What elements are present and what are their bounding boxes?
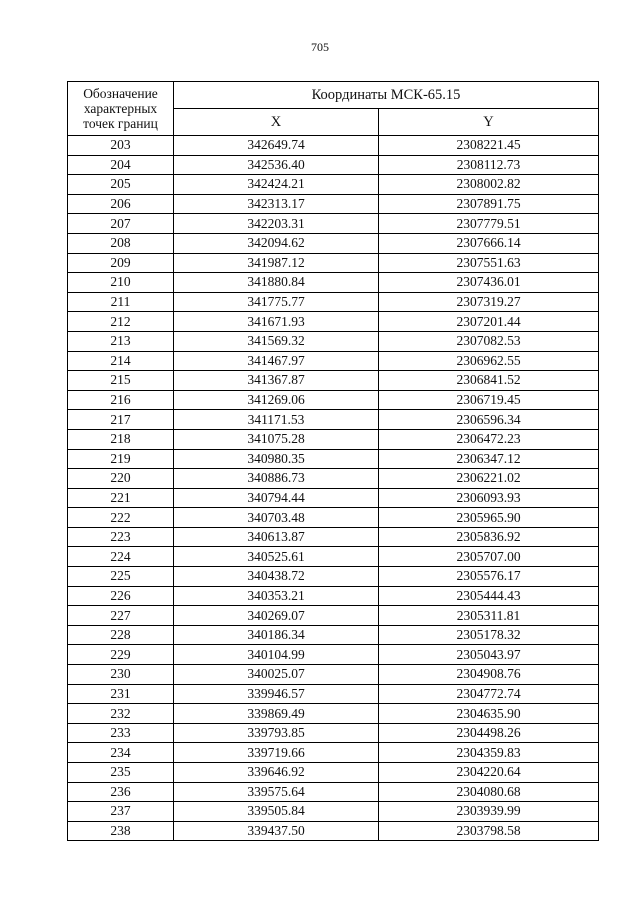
y-cell: 2304220.64: [379, 763, 599, 783]
table-row: [68, 253, 599, 273]
x-cell: 340613.87: [174, 527, 379, 547]
point-cell: 210: [68, 273, 174, 293]
point-cell: 219: [68, 449, 174, 469]
point-cell: 234: [68, 743, 174, 763]
y-cell: 2305707.00: [379, 547, 599, 567]
y-cell: 2306093.93: [379, 488, 599, 508]
y-cell: 2305836.92: [379, 527, 599, 547]
x-cell: 340525.61: [174, 547, 379, 567]
y-cell: 2306472.23: [379, 429, 599, 449]
point-cell: 236: [68, 782, 174, 802]
y-cell: 2304772.74: [379, 684, 599, 704]
x-cell: 342649.74: [174, 136, 379, 156]
y-cell: 2307201.44: [379, 312, 599, 332]
y-cell: 2303798.58: [379, 821, 599, 841]
table-row: [68, 312, 599, 332]
x-cell: 342313.17: [174, 194, 379, 214]
x-cell: 341775.77: [174, 292, 379, 312]
table-row: [68, 371, 599, 391]
table-row: [68, 449, 599, 469]
point-cell: 225: [68, 567, 174, 587]
point-cell: 227: [68, 606, 174, 626]
y-cell: 2305311.81: [379, 606, 599, 626]
point-cell: 218: [68, 429, 174, 449]
x-cell: 341671.93: [174, 312, 379, 332]
y-cell: 2308221.45: [379, 136, 599, 156]
y-cell: 2305043.97: [379, 645, 599, 665]
x-cell: 341075.28: [174, 429, 379, 449]
x-cell: 339575.64: [174, 782, 379, 802]
x-cell: 340186.34: [174, 625, 379, 645]
table-row: [68, 155, 599, 175]
point-cell: 228: [68, 625, 174, 645]
point-cell: 229: [68, 645, 174, 665]
table-body: [68, 136, 599, 841]
table-row: [68, 763, 599, 783]
table-row: [68, 547, 599, 567]
table-row: [68, 782, 599, 802]
table-row: [68, 351, 599, 371]
point-cell: 223: [68, 527, 174, 547]
point-cell: 224: [68, 547, 174, 567]
x-cell: 339437.50: [174, 821, 379, 841]
y-cell: 2306962.55: [379, 351, 599, 371]
table-row: [68, 488, 599, 508]
y-cell: 2305178.32: [379, 625, 599, 645]
x-cell: 340980.35: [174, 449, 379, 469]
table-row: [68, 625, 599, 645]
y-cell: 2307082.53: [379, 331, 599, 351]
x-cell: 340794.44: [174, 488, 379, 508]
x-cell: 342094.62: [174, 233, 379, 253]
point-cell: 214: [68, 351, 174, 371]
table-row: [68, 331, 599, 351]
table-row: [68, 723, 599, 743]
y-cell: 2307779.51: [379, 214, 599, 234]
table-row: [68, 390, 599, 410]
point-cell: 204: [68, 155, 174, 175]
y-cell: 2308112.73: [379, 155, 599, 175]
y-cell: 2303939.99: [379, 802, 599, 822]
coordinates-table: [67, 81, 599, 841]
point-cell: 203: [68, 136, 174, 156]
x-cell: 342203.31: [174, 214, 379, 234]
y-cell: 2305965.90: [379, 508, 599, 528]
point-cell: 206: [68, 194, 174, 214]
table-row: [68, 214, 599, 234]
x-cell: 341467.97: [174, 351, 379, 371]
table-header: [68, 82, 599, 136]
table-row: [68, 704, 599, 724]
x-column-header: X: [174, 109, 379, 136]
x-cell: 339646.92: [174, 763, 379, 783]
point-cell: 233: [68, 723, 174, 743]
x-cell: 340886.73: [174, 469, 379, 489]
point-cell: 230: [68, 665, 174, 685]
point-label-header: Обозначение характерных точек границ: [68, 82, 174, 136]
table-row: [68, 233, 599, 253]
point-cell: 211: [68, 292, 174, 312]
table-row: [68, 292, 599, 312]
y-cell: 2307319.27: [379, 292, 599, 312]
x-cell: 341171.53: [174, 410, 379, 430]
y-cell: 2307551.63: [379, 253, 599, 273]
y-column-header: Y: [379, 109, 599, 136]
y-cell: 2306719.45: [379, 390, 599, 410]
point-cell: 222: [68, 508, 174, 528]
y-cell: 2306841.52: [379, 371, 599, 391]
table-row: [68, 665, 599, 685]
x-cell: 340703.48: [174, 508, 379, 528]
point-cell: 213: [68, 331, 174, 351]
table-row: [68, 508, 599, 528]
table-row: [68, 273, 599, 293]
y-cell: 2304908.76: [379, 665, 599, 685]
x-cell: 339719.66: [174, 743, 379, 763]
x-cell: 339793.85: [174, 723, 379, 743]
table-row: [68, 802, 599, 822]
page-number: 705: [311, 40, 329, 54]
y-cell: 2307891.75: [379, 194, 599, 214]
point-cell: 220: [68, 469, 174, 489]
table-row: [68, 527, 599, 547]
x-cell: 341569.32: [174, 331, 379, 351]
point-cell: 212: [68, 312, 174, 332]
point-cell: 237: [68, 802, 174, 822]
point-cell: 221: [68, 488, 174, 508]
table-row: [68, 586, 599, 606]
header-row-group: [68, 82, 599, 109]
y-cell: 2307666.14: [379, 233, 599, 253]
y-cell: 2304359.83: [379, 743, 599, 763]
point-cell: 226: [68, 586, 174, 606]
table-row: [68, 821, 599, 841]
y-cell: 2304080.68: [379, 782, 599, 802]
point-cell: 216: [68, 390, 174, 410]
y-cell: 2304635.90: [379, 704, 599, 724]
x-cell: 339946.57: [174, 684, 379, 704]
y-cell: 2306596.34: [379, 410, 599, 430]
x-cell: 342424.21: [174, 175, 379, 195]
x-cell: 340269.07: [174, 606, 379, 626]
x-cell: 342536.40: [174, 155, 379, 175]
x-cell: 339505.84: [174, 802, 379, 822]
table-row: [68, 606, 599, 626]
point-cell: 238: [68, 821, 174, 841]
table-row: [68, 684, 599, 704]
y-cell: 2308002.82: [379, 175, 599, 195]
point-cell: 207: [68, 214, 174, 234]
y-cell: 2304498.26: [379, 723, 599, 743]
point-cell: 205: [68, 175, 174, 195]
table-row: [68, 567, 599, 587]
coords-group-header: Координаты МСК-65.15: [174, 82, 599, 109]
table-row: [68, 429, 599, 449]
point-cell: 215: [68, 371, 174, 391]
x-cell: 340353.21: [174, 586, 379, 606]
x-cell: 341269.06: [174, 390, 379, 410]
y-cell: 2306347.12: [379, 449, 599, 469]
table-row: [68, 645, 599, 665]
point-cell: 232: [68, 704, 174, 724]
point-cell: 217: [68, 410, 174, 430]
x-cell: 340104.99: [174, 645, 379, 665]
y-cell: 2306221.02: [379, 469, 599, 489]
x-cell: 341880.84: [174, 273, 379, 293]
y-cell: 2307436.01: [379, 273, 599, 293]
table-row: [68, 743, 599, 763]
x-cell: 341367.87: [174, 371, 379, 391]
x-cell: 339869.49: [174, 704, 379, 724]
x-cell: 340438.72: [174, 567, 379, 587]
point-cell: 231: [68, 684, 174, 704]
point-cell: 208: [68, 233, 174, 253]
y-cell: 2305576.17: [379, 567, 599, 587]
y-cell: 2305444.43: [379, 586, 599, 606]
point-cell: 209: [68, 253, 174, 273]
x-cell: 341987.12: [174, 253, 379, 273]
x-cell: 340025.07: [174, 665, 379, 685]
table-row: [68, 136, 599, 156]
table-row: [68, 194, 599, 214]
point-cell: 235: [68, 763, 174, 783]
table-row: [68, 469, 599, 489]
table-row: [68, 175, 599, 195]
table-row: [68, 410, 599, 430]
